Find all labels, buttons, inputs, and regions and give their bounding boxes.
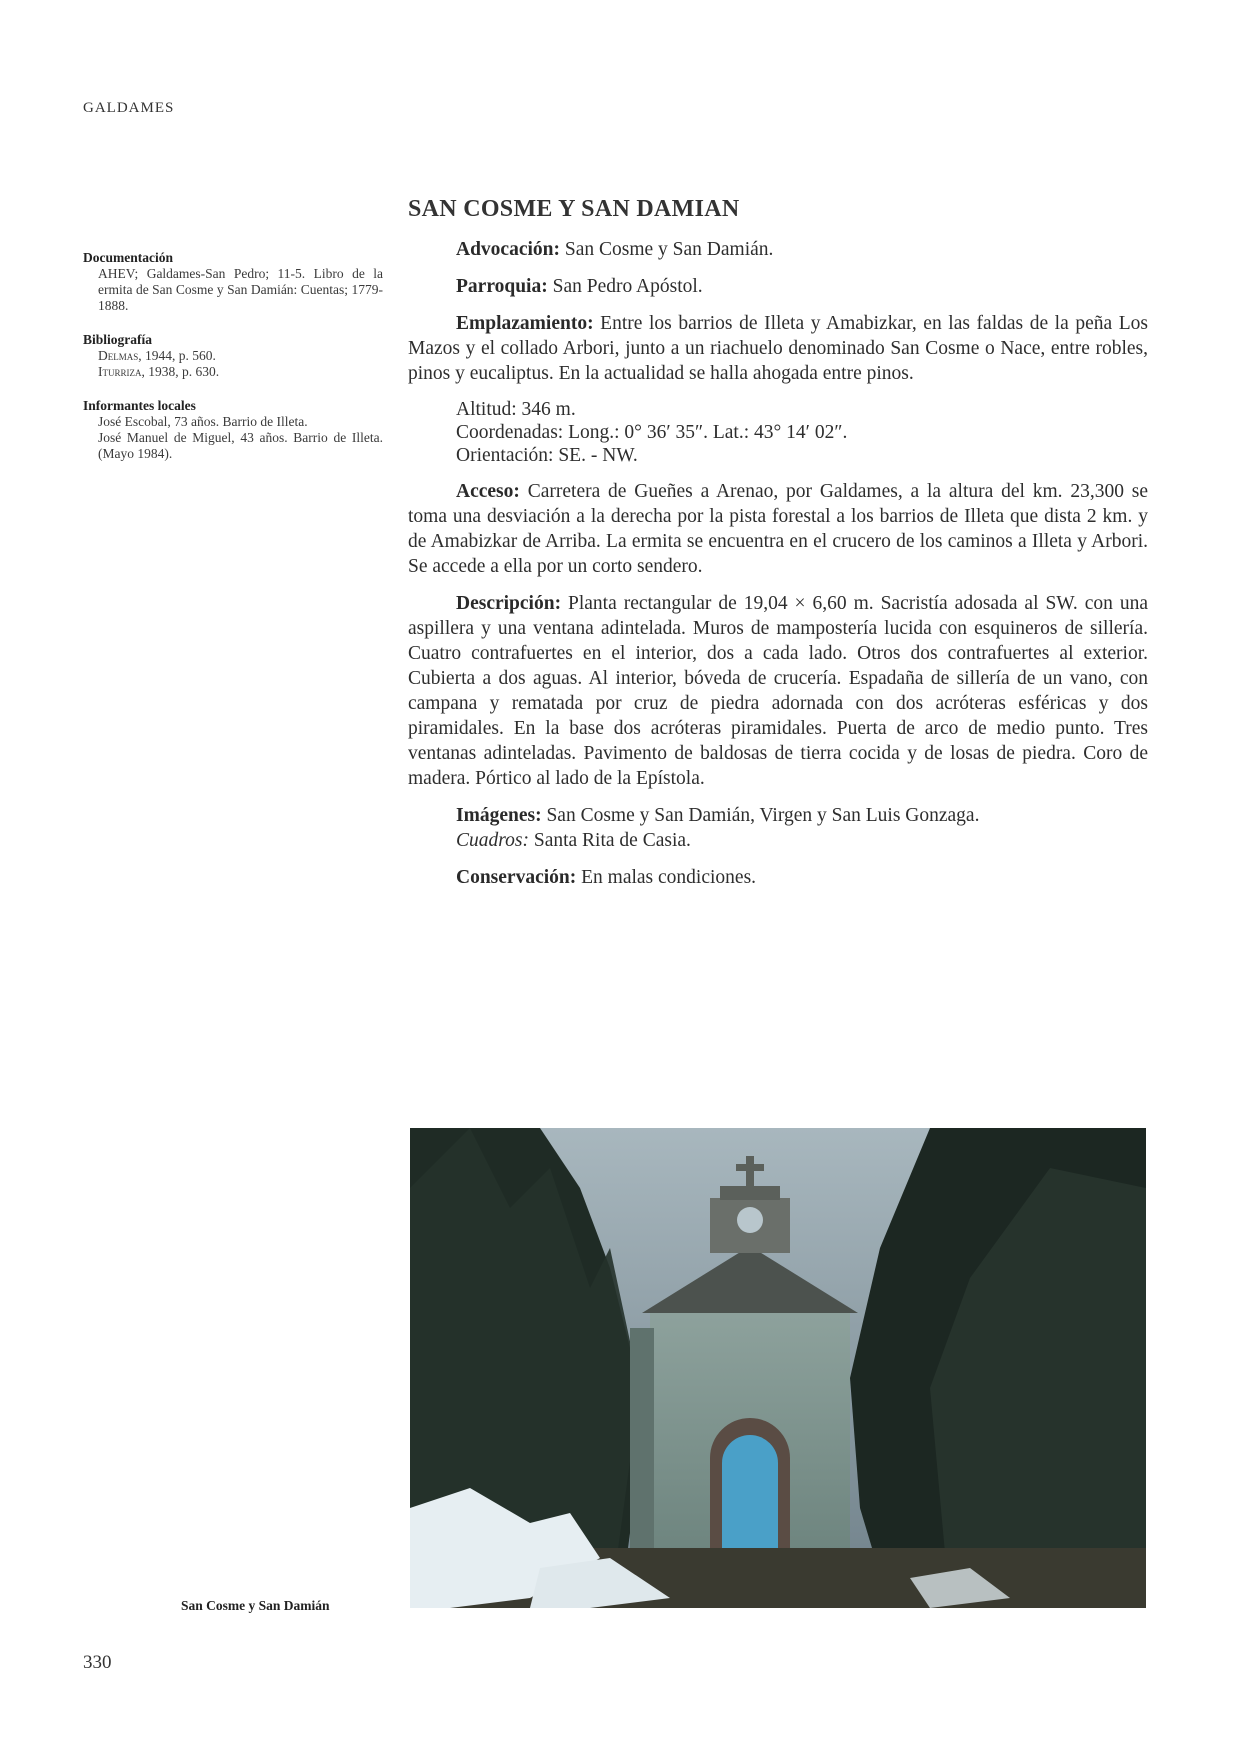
chapel-door [722,1435,778,1558]
imagenes-field [408,803,1148,853]
advocacion-label: Advocación: [456,239,560,260]
cross-horizontal [736,1164,764,1171]
emplazamiento-text: Entre los barrios de Illeta y Amabizkar, en las faldas de la peña Los Mazos y el collado Arbori, junto a un riachuelo denominado San Cosme o Nace, entre robles, pinos y eucaliptus. En la actualidad se halla ahogada entre pinos. [408,313,1149,384]
bibliografia-entry [98,364,383,380]
bibliografia-entry [98,348,383,364]
emplazamiento-label: Emplazamiento: [456,313,594,334]
orientacion-line: Orientación: SE. - NW. [456,445,638,466]
side-wall [630,1328,654,1558]
informantes-title: Informantes locales [83,398,196,413]
imagenes-line [456,803,1148,828]
informantes-body [83,414,383,462]
cuadros-text: Santa Rita de Casia. [533,830,691,851]
entry-title: SAN COSME Y SAN DAMIAN [408,196,740,222]
hermitage-photo-illustration [410,1128,1146,1608]
informante-entry: José Manuel de Miguel, 43 años. Barrio de Illeta. (Mayo 1984). [98,430,383,461]
altitud-line: Altitud: 346 m. [456,399,576,420]
location-data [408,398,1148,467]
documentacion-title: Documentación [83,250,173,265]
main-entry [408,196,1148,902]
photo-caption: San Cosme y San Damián [181,1598,330,1613]
documentacion-body [83,266,383,314]
imagenes-text: San Cosme y San Damián, Virgen y San Luis Gonzaga. [546,805,980,826]
sidebar-notes [83,250,383,462]
cuadros-label: Cuadros: [456,830,529,851]
running-head: GALDAMES [83,100,175,116]
cuadros-line [456,828,1148,853]
parroquia-field [408,274,1148,299]
hermitage-photo [410,1128,1146,1608]
bibliografia-ref: , 1944, p. 560. [138,348,216,363]
parroquia-text: San Pedro Apóstol. [552,276,703,297]
acceso-field [408,479,1148,579]
advocacion-text: San Cosme y San Damián. [564,239,774,260]
descripcion-field [408,591,1148,791]
acceso-text: Carretera de Gueñes a Arenao, por Galdames, a la altura del km. 23,300 se toma una desviación a la derecha por la pista forestal a los barrios de Illeta que dista 2 km. y de Amabizkar de Arriba. La ermita se encuentra en el crucero de los caminos a Illeta y Arbori. Se accede a ella por un corto sendero. [408,481,1149,577]
bibliografia-author: Delmas [98,348,139,363]
conservacion-text: En malas condiciones. [581,867,757,888]
bibliografia-body [83,348,383,380]
bibliografia-ref: , 1938, p. 630. [141,364,220,379]
conservacion-field [408,865,1148,890]
descripcion-text: Planta rectangular de 19,04 × 6,60 m. Sacristía adosada al SW. con una aspillera y una ventana adintelada. Muros de mampostería lucida con esquineros de sillería. Cuatro contrafuertes en el interior, dos a cada lado. Otros dos contrafuertes al exterior. Cubierta a dos aguas. Al interior, bóveda de crucería. Espadaña de sillería de un vano, con campana y rematada por cruz de piedra adornada con dos acróteras esféricas y dos piramidales. En la base dos acróteras piramidales. Puerta de arco de medio punto. Tres ventanas adinteladas. Pavimento de baldosas de tierra cocida y de losas de piedra. Coro de madera. Pórtico al lado de la Epístola. [408,593,1148,789]
advocacion-field [408,237,1148,262]
informante-entry: José Escobal, 73 años. Barrio de Illeta. [98,414,308,429]
emplazamiento-field [408,311,1148,386]
page-number: 330 [83,1652,112,1673]
documentacion-line: AHEV; Galdames-San Pedro; 11-5. Libro de la ermita de San Cosme y San Damián: Cuentas; 1779-1888. [98,266,383,313]
belfry-opening [737,1207,763,1233]
bibliografia-author: Iturriza [98,364,142,379]
bibliografia-title: Bibliografía [83,332,153,347]
parroquia-label: Parroquia: [456,276,548,297]
belfry-cap [720,1186,780,1200]
coordenadas-line: Coordenadas: Long.: 0° 36′ 35″. Lat.: 43° 14′ 02″. [456,422,848,443]
imagenes-label: Imágenes: [456,805,542,826]
descripcion-label: Descripción: [456,593,562,614]
conservacion-label: Conservación: [456,867,577,888]
acceso-label: Acceso: [456,481,520,502]
